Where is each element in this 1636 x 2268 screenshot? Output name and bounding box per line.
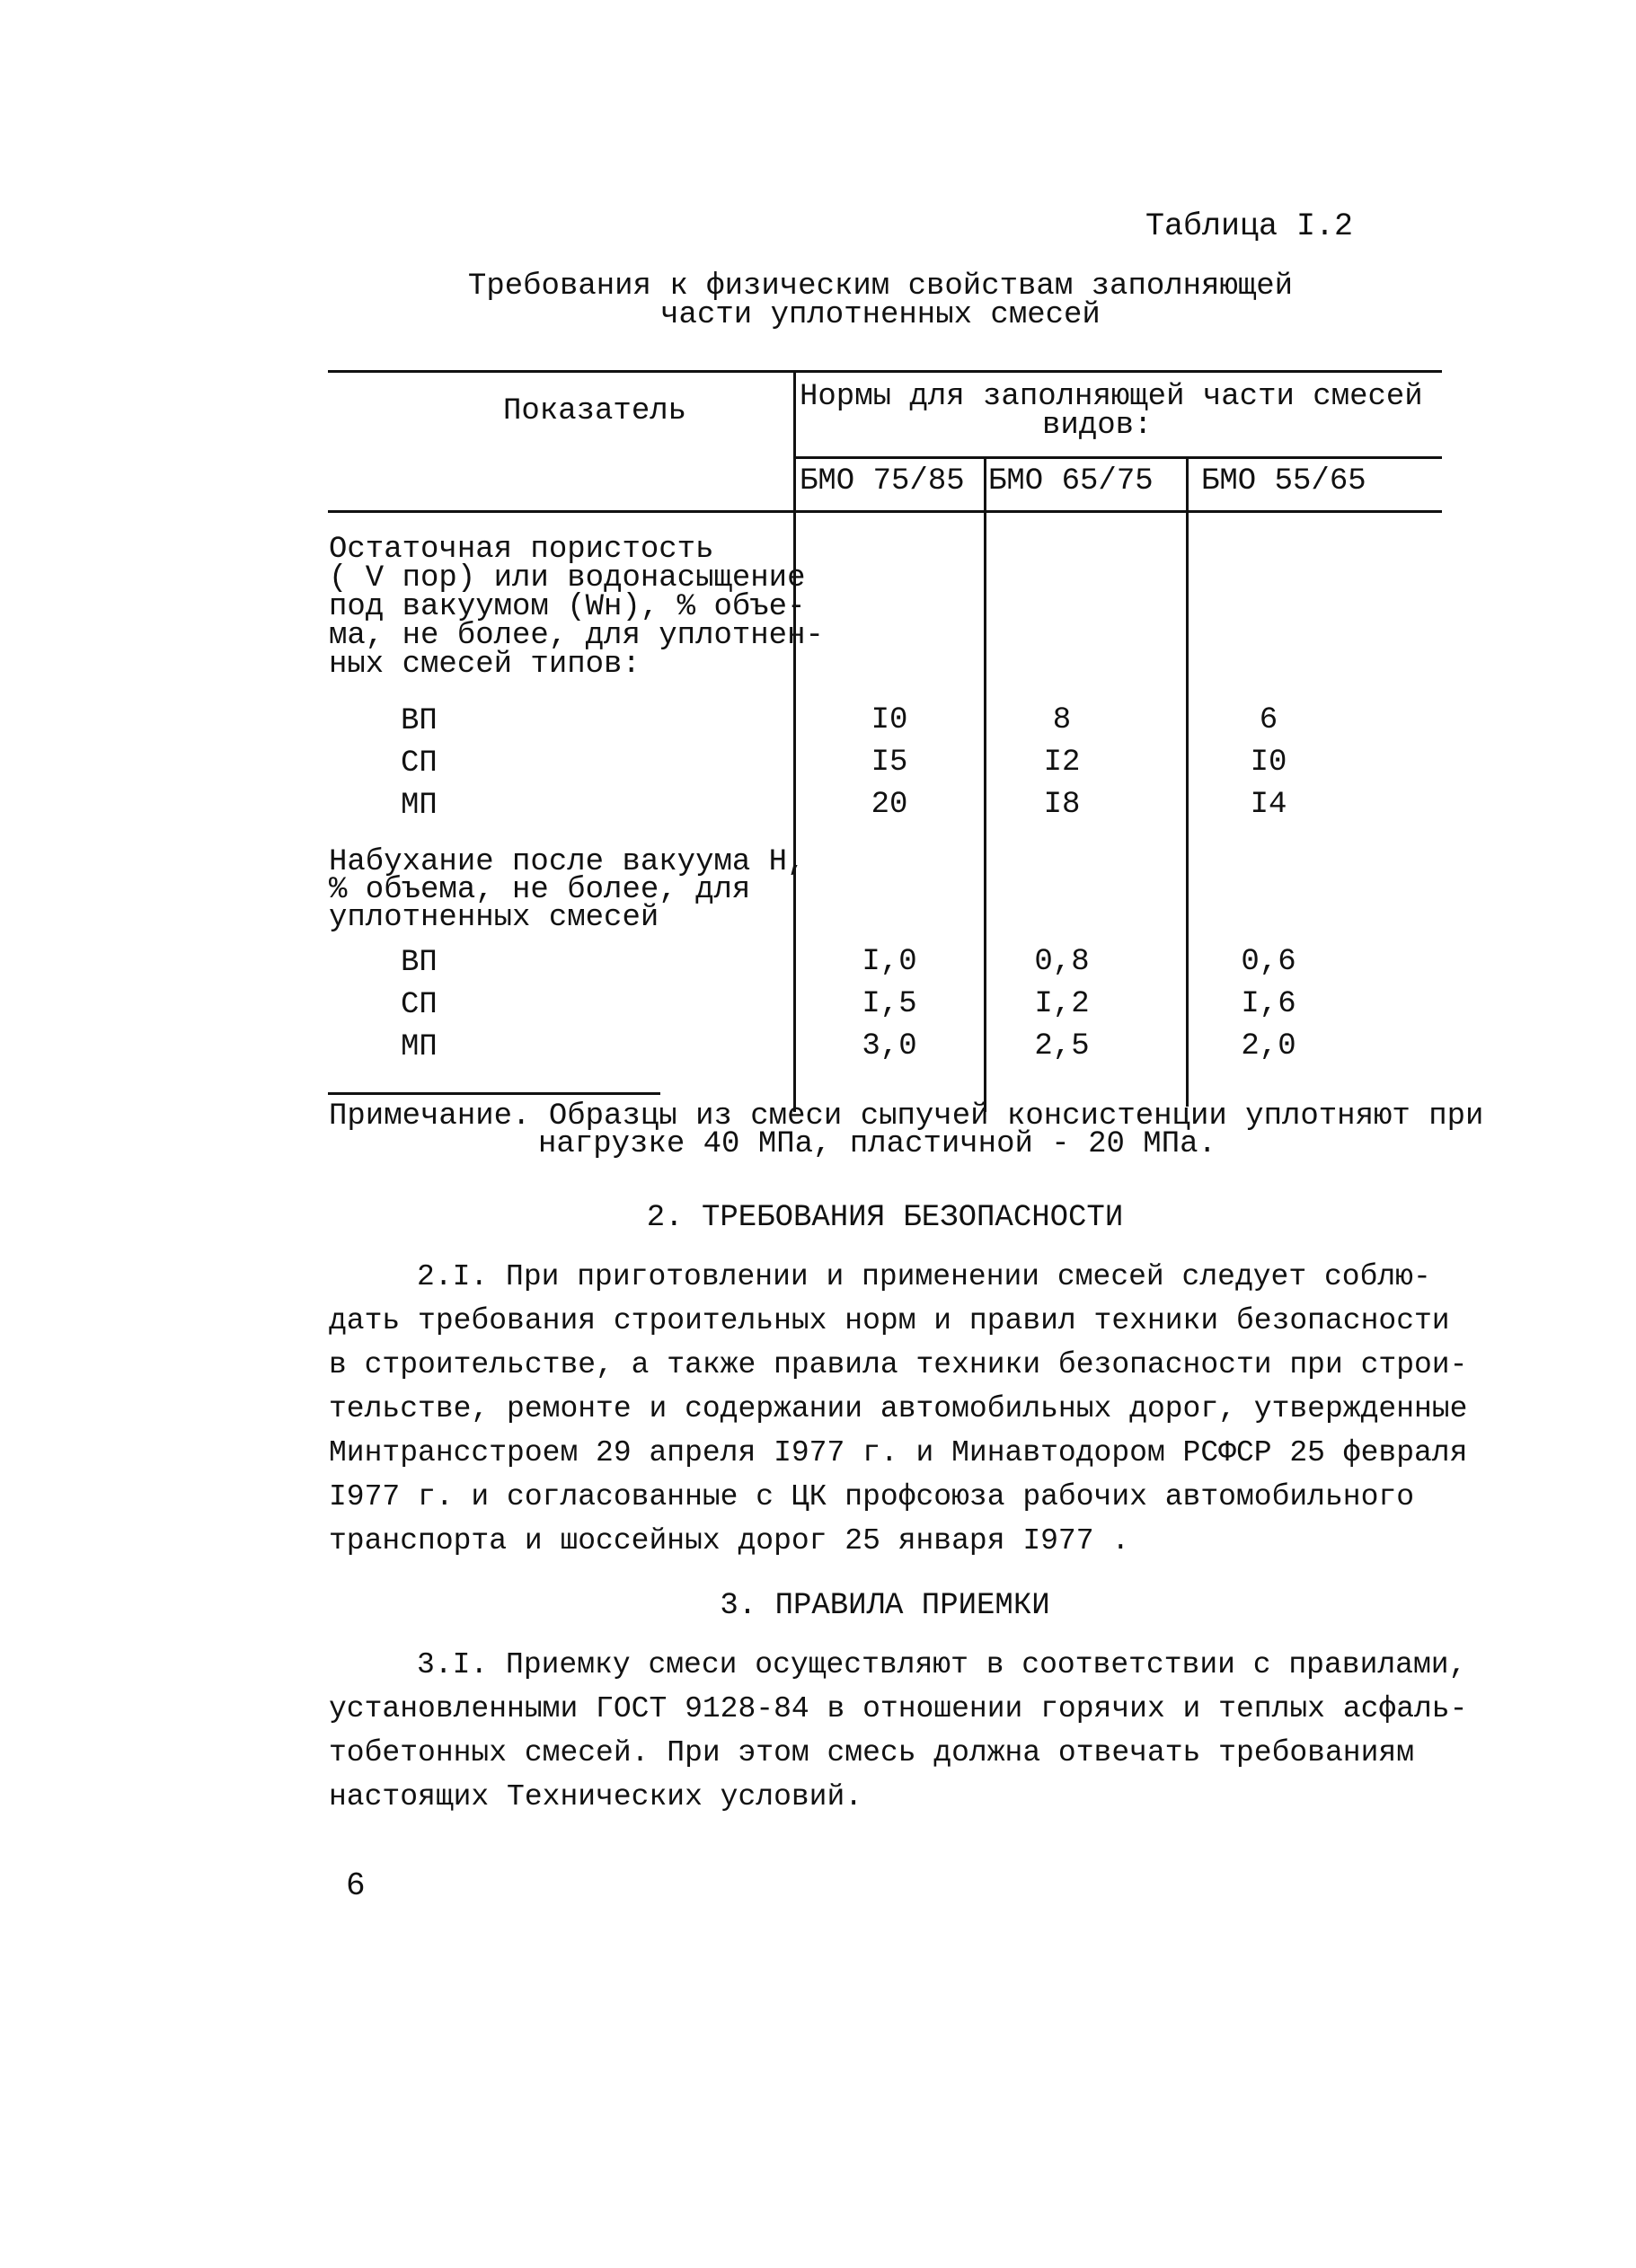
section-2-paragraph: 2.I. При приготовлении и применении смесей следует соблю- дать требования строительных норм и правил техники безопасности в строительстве, а также правила техники безопасности при строи- тельстве, ремонте и содержании автомобильных дорог, утвержденные Минтрансстроем 29 апреля I977 г. и Минавтодором РСФСР 25 февраля I977 г. и согласованные с ЦК профсоюза рабочих автомобильного транспорта и шоссейных дорог 25 января I977 .: [329, 1260, 1468, 1558]
row-label: МП: [401, 789, 438, 823]
row-label: ВП: [401, 946, 438, 980]
page-number: 6: [346, 1867, 366, 1904]
table-note: Примечание. Образцы из смеси сыпучей консистенции уплотняют при нагрузке 40 МПа, пластичной - 20 МПа.: [329, 1099, 1484, 1161]
cell-value: I5: [871, 746, 908, 780]
col-norms-header-line2: видов:: [1042, 409, 1153, 443]
cell-value: I0: [1250, 746, 1287, 780]
cell-value: I8: [1043, 788, 1081, 822]
col-divider-1: [793, 370, 796, 1112]
cell-value: I4: [1250, 788, 1287, 822]
col-indicator-header: Показатель: [503, 394, 687, 428]
table-top-rule: [328, 370, 1442, 373]
table-title-line1: Требования к физическим свойствам заполняющей: [467, 269, 1294, 304]
cell-value: 6: [1259, 703, 1278, 737]
section-2-heading: 2. ТРЕБОВАНИЯ БЕЗОПАСНОСТИ: [646, 1201, 1124, 1235]
cell-value: 3,0: [862, 1029, 917, 1063]
cell-value: 2,5: [1034, 1029, 1090, 1063]
cell-value: 2,0: [1241, 1029, 1296, 1063]
section-3-heading: 3. ПРАВИЛА ПРИЕМКИ: [720, 1589, 1050, 1623]
row-label: ВП: [401, 704, 438, 738]
section-3-paragraph: 3.I. Приемку смеси осуществляют в соответствии с правилами, установленными ГОСТ 9128-84 в отношении горячих и теплых асфаль- тобетонных смесей. При этом смесь должна отвечать требованиям настоящих Технических условий.: [329, 1648, 1468, 1814]
table-head-bottom-rule: [328, 510, 1442, 513]
cell-value: I,5: [862, 987, 917, 1021]
cell-value: I2: [1043, 746, 1081, 780]
cell-value: I,2: [1034, 987, 1090, 1021]
col-divider-3: [1186, 456, 1189, 1107]
group2-description: Набухание после вакуума Н, % объема, не более, для уплотненных смесей: [329, 845, 806, 935]
row-label: МП: [401, 1030, 438, 1064]
table-bottom-rule: [328, 1092, 660, 1095]
table-label: Таблица I.2: [1145, 208, 1354, 244]
row-label: СП: [401, 988, 438, 1022]
group1-description: Остаточная пористость ( V пор) или водонасыщение под вакуумом (Wн), % объе- ма, не более, для уплотнен- ных смесей типов:: [329, 533, 824, 682]
row-label: СП: [401, 746, 438, 781]
col-norms-header-line1: Нормы для заполняющей части смесей: [800, 380, 1423, 414]
cell-value: 8: [1052, 703, 1072, 737]
cell-value: I,6: [1241, 987, 1296, 1021]
table-header-rule: [795, 456, 1442, 459]
cell-value: 0,8: [1034, 945, 1090, 979]
cell-value: I,0: [862, 945, 917, 979]
col-type-bmo-75-85: БМО 75/85: [800, 464, 965, 499]
cell-value: I0: [871, 703, 908, 737]
col-type-bmo-65-75: БМО 65/75: [988, 464, 1154, 499]
cell-value: 0,6: [1241, 945, 1296, 979]
col-divider-2: [984, 456, 986, 1112]
col-type-bmo-55-65: БМО 55/65: [1201, 464, 1366, 499]
cell-value: 20: [871, 788, 908, 822]
table-title-line2: части уплотненных смесей: [660, 298, 1101, 332]
